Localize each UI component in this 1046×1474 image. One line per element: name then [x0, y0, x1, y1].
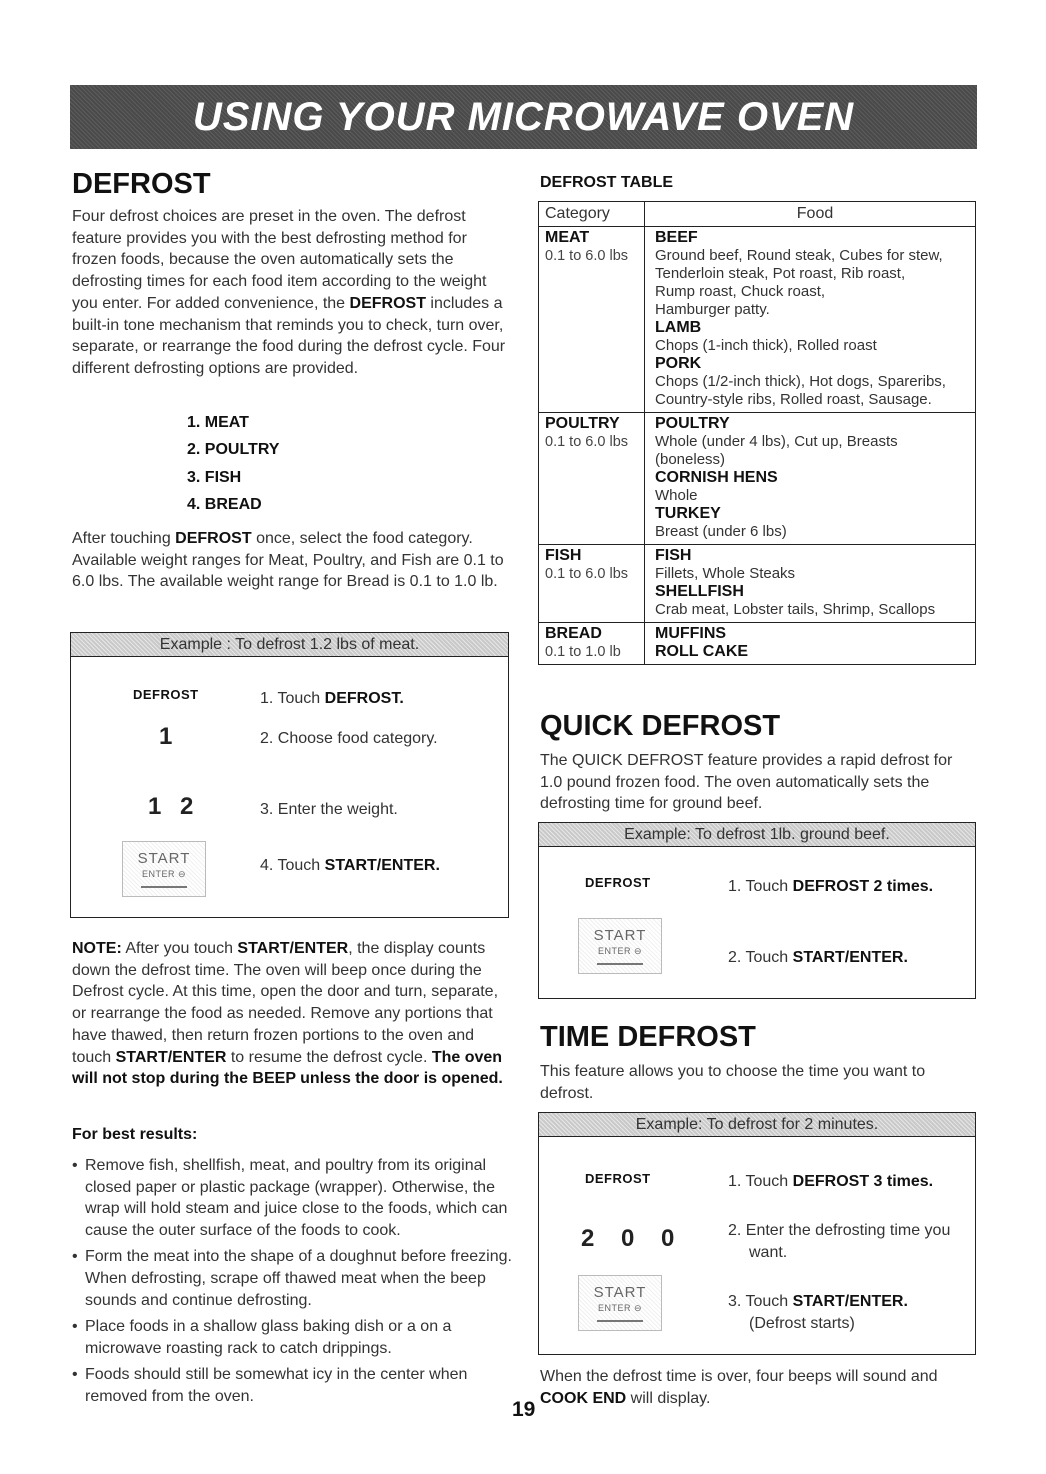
table-row — [539, 412, 975, 544]
step1-text: 1. Touch — [260, 690, 325, 707]
table-cell-category — [539, 545, 645, 622]
after-text-c: once, select the food category. Available weight ranges for Meat, Poultry, and Fish are 0.1 to 6.0 lbs. The available weight range for Bread is 0.1 to 1.0 lb. — [72, 530, 504, 591]
tip-item — [72, 1155, 512, 1241]
digit-display-1: 1 — [159, 723, 179, 750]
defrost-example-box — [70, 632, 509, 918]
note-t6: The oven will not stop during the BEEP unless the door is opened. — [72, 1048, 503, 1088]
end-text-a: When the defrost time is over, four beeps will sound and — [540, 1368, 938, 1385]
food-heading: ROLL CAKE — [655, 643, 749, 660]
tip-item — [72, 1316, 512, 1359]
food-line: Fillets, Whole Steaks — [655, 565, 796, 582]
end-text-c: will display. — [626, 1389, 711, 1407]
food-heading: MUFFINS — [655, 625, 727, 642]
food-line: Ground beef, Round steak, Cubes for stew, — [655, 247, 943, 264]
bullet: • — [72, 1318, 78, 1336]
button-bar — [597, 1320, 643, 1322]
note-label: NOTE: — [72, 940, 122, 957]
time-step-1 — [728, 1171, 933, 1193]
defrost-table — [538, 201, 976, 665]
food-line: (boneless) — [655, 451, 726, 468]
defrost-key-label: DEFROST — [133, 687, 199, 702]
table-cell-category — [539, 227, 645, 412]
bullet: • — [72, 1366, 78, 1384]
food-heading: BEEF — [655, 229, 698, 246]
quick-defrost-key-label: DEFROST — [585, 875, 651, 890]
time-step1-text: 1. Touch — [728, 1173, 793, 1190]
tip-text: Place foods in a shallow glass baking dish or a on a microwave roasting rack to catch drippings. — [85, 1318, 452, 1357]
enter-text: ENTER — [141, 869, 175, 879]
quick-step2-key: START/ENTER. — [792, 949, 908, 966]
food-heading: POULTRY — [655, 415, 730, 432]
time-digit-display: 2 0 0 — [581, 1225, 685, 1252]
category-name: POULTRY — [545, 415, 620, 432]
quick-step-2 — [728, 947, 908, 969]
table-cell-category — [539, 413, 645, 544]
option-bread: 4. BREAD — [187, 495, 262, 513]
table-cell-food — [645, 413, 975, 544]
bullet: • — [72, 1248, 78, 1266]
banner-title: USING YOUR MICROWAVE OVEN — [192, 94, 855, 139]
quick-step2-text: 2. Touch — [728, 949, 793, 966]
time-step3-line2: (Defrost starts) — [749, 1315, 855, 1332]
table-header-row — [539, 202, 975, 226]
time-end-text — [540, 1366, 976, 1409]
note-t4: START/ENTER — [115, 1048, 227, 1066]
weight-range: 0.1 to 6.0 lbs — [545, 248, 629, 264]
enter-label — [579, 946, 661, 957]
table-row — [539, 622, 975, 664]
time-step2-line1: 2. Enter the defrosting time you — [728, 1222, 951, 1239]
best-results-heading: For best results: — [72, 1126, 198, 1143]
food-heading: FISH — [655, 547, 692, 564]
note-t2: START/ENTER — [237, 940, 349, 957]
intro-text-c: includes a built-in tone mechanism that reminds you to check, turn over, separate, or rearrange the food during the defrost cycle. Four different defrosting options are provided. — [72, 294, 506, 377]
food-heading: LAMB — [655, 319, 702, 336]
tip-text: Foods should still be somewhat icy in the center when removed from the oven. — [85, 1366, 468, 1405]
food-line: Rump roast, Chuck roast, — [655, 283, 826, 300]
defrost-intro — [72, 206, 508, 380]
defrost-note — [72, 938, 508, 1090]
option-meat: 1. MEAT — [187, 414, 249, 431]
food-line: Tenderloin steak, Pot roast, Rib roast, — [655, 265, 906, 282]
enter-icon: ⊖ — [633, 946, 643, 956]
food-line: Whole (under 4 lbs), Cut up, Breasts — [655, 433, 898, 450]
enter-text: ENTER — [597, 946, 631, 956]
weight-range: 0.1 to 6.0 lbs — [545, 566, 629, 582]
button-bar — [597, 963, 643, 965]
weight-range: 0.1 to 6.0 lbs — [545, 434, 629, 450]
intro-text-a: Four defrost choices are preset in the oven. The defrost feature provides you with the best defrosting method for frozen foods, because the oven automatically sets the defrosting times for each food item according to the weight you enter. For added convenience, the — [72, 208, 487, 312]
food-line: Hamburger patty. — [655, 301, 770, 318]
after-text-b: DEFROST — [175, 530, 252, 547]
start-label: START — [593, 1284, 647, 1301]
step4-key: START/ENTER. — [324, 857, 440, 874]
table-row — [539, 544, 975, 622]
enter-text: ENTER — [597, 1303, 631, 1313]
category-name: BREAD — [545, 625, 602, 642]
defrost-heading: DEFROST — [72, 168, 211, 200]
tip-item — [72, 1364, 512, 1407]
food-heading: SHELLFISH — [655, 583, 744, 600]
note-t3: , the display counts down the defrost time. The oven will beep once during the Defrost cycle. At this time, open the door and turn, separate, or rearrange the food as needed. Remove any portions that have thawed, then return frozen portions to the oven and touch — [72, 940, 499, 1066]
option-poultry: 2. POULTRY — [187, 441, 280, 459]
example-step-3: 3. Enter the weight. — [260, 801, 398, 818]
table-cell-category — [539, 623, 645, 664]
quick-defrost-text: The QUICK DEFROST feature provides a rapid defrost for 1.0 pound frozen food. The oven automatically sets the defrosting time for ground beef. — [540, 752, 953, 813]
example-step-1 — [260, 688, 404, 710]
time-step-3 — [728, 1291, 908, 1335]
example-title: Example : To defrost 1.2 lbs of meat. — [71, 633, 508, 657]
col-category-header: Category — [539, 202, 645, 226]
time-example-box — [538, 1112, 976, 1355]
time-example-title: Example: To defrost for 2 minutes. — [539, 1113, 975, 1137]
quick-step1-key: DEFROST 2 times. — [792, 878, 934, 895]
enter-icon: ⊖ — [177, 869, 187, 879]
category-name: MEAT — [545, 229, 590, 246]
enter-label — [123, 869, 205, 880]
note-t5: to resume the defrost cycle. — [226, 1048, 432, 1066]
time-defrost-key-label: DEFROST — [585, 1171, 651, 1186]
defrost-after-text — [72, 528, 508, 593]
page-banner — [70, 85, 977, 149]
time-step3-key: START/ENTER. — [792, 1293, 908, 1310]
quick-example-title: Example: To defrost 1lb. ground beef. — [539, 823, 975, 847]
tips-list — [72, 1155, 512, 1413]
quick-start-enter-button — [578, 918, 662, 974]
start-enter-button — [122, 841, 206, 897]
time-step3-text: 3. Touch — [728, 1293, 793, 1310]
time-step1-key: DEFROST 3 times. — [792, 1173, 934, 1190]
table-cell-food — [645, 545, 975, 622]
time-start-enter-button — [578, 1275, 662, 1331]
enter-icon: ⊖ — [633, 1303, 643, 1313]
table-cell-food — [645, 623, 975, 664]
table-cell-food — [645, 227, 975, 412]
enter-label — [579, 1303, 661, 1314]
table-row — [539, 226, 975, 412]
food-line: Crab meat, Lobster tails, Shrimp, Scallops — [655, 601, 936, 618]
time-defrost-heading: TIME DEFROST — [540, 1021, 756, 1053]
food-line: Whole — [655, 487, 698, 504]
step4-text: 4. Touch — [260, 857, 325, 874]
tip-text: Form the meat into the shape of a doughnut before freezing. When defrosting, scrape off thawed meat when the beep sounds and continue defrosting. — [85, 1248, 512, 1309]
example-step-2: 2. Choose food category. — [260, 730, 438, 747]
tip-text: Remove fish, shellfish, meat, and poultry from its original closed paper or plastic package (wrapper). Otherwise, the wrap will hold steam and juice close to the foods, which can cause the outer surface of the foods to cook. — [85, 1157, 508, 1239]
quick-example-box — [538, 822, 976, 999]
start-label: START — [593, 927, 647, 944]
bullet: • — [72, 1157, 78, 1174]
food-heading: TURKEY — [655, 505, 721, 522]
time-defrost-text: This feature allows you to choose the time you want to defrost. — [540, 1063, 926, 1102]
weight-range: 0.1 to 1.0 lb — [545, 644, 621, 660]
time-step2-line2: want. — [749, 1244, 788, 1261]
quick-step1-text: 1. Touch — [728, 878, 793, 895]
time-step-2 — [728, 1220, 950, 1264]
button-bar — [141, 886, 187, 888]
note-t1: After you touch — [121, 940, 238, 957]
food-line: Chops (1/2-inch thick), Hot dogs, Spareribs, — [655, 373, 946, 390]
end-text-b: COOK END — [540, 1389, 627, 1407]
food-heading: CORNISH HENS — [655, 469, 778, 486]
example-step-4 — [260, 855, 440, 877]
food-line: Country-style ribs, Rolled roast, Sausage. — [655, 391, 932, 408]
digit-display-2: 1 2 — [148, 793, 200, 820]
food-line: Chops (1-inch thick), Rolled roast — [655, 337, 877, 354]
quick-defrost-heading: QUICK DEFROST — [540, 710, 781, 742]
page-number: 19 — [512, 1398, 536, 1421]
quick-step-1 — [728, 876, 933, 898]
after-text-a: After touching — [72, 530, 176, 547]
food-line: Breast (under 6 lbs) — [655, 523, 787, 540]
option-fish: 3. FISH — [187, 468, 242, 486]
intro-text-b: DEFROST — [349, 294, 426, 312]
start-label: START — [137, 850, 191, 867]
defrost-options — [187, 412, 279, 521]
category-name: FISH — [545, 547, 582, 564]
col-food-header: Food — [796, 205, 834, 222]
food-heading: PORK — [655, 355, 702, 372]
step1-key: DEFROST. — [324, 690, 404, 707]
defrost-table-title: DEFROST TABLE — [540, 174, 674, 191]
tip-item — [72, 1246, 512, 1311]
